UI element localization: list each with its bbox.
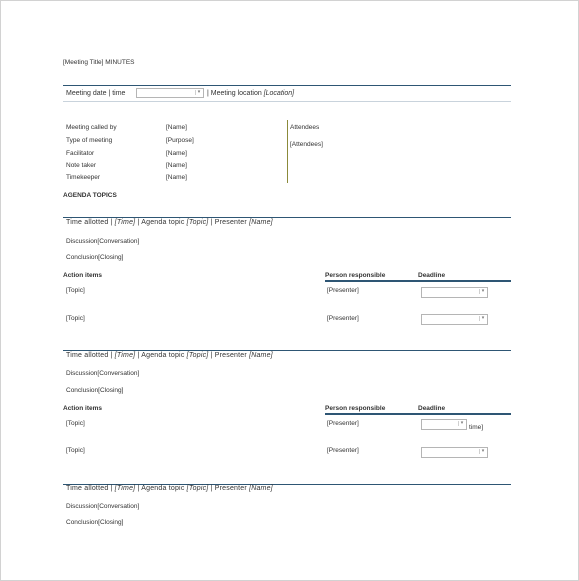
topic-3-discussion: Discussion[Conversation] — [66, 503, 140, 510]
topic-1-person-header: Person responsible — [325, 272, 386, 279]
chevron-down-icon[interactable]: ▾ — [458, 421, 465, 426]
presenter-value: [Name] — [249, 219, 273, 226]
presenter-value: [Name] — [249, 352, 273, 359]
agenda-topic-label: Agenda topic — [141, 352, 185, 359]
chevron-down-icon[interactable]: ▾ — [479, 449, 486, 454]
detail-value-timekeeper: [Name] — [166, 174, 187, 181]
topic-1-rule — [63, 217, 511, 218]
topic-2-action-2-topic: [Topic] — [66, 447, 85, 454]
detail-value-called-by: [Name] — [166, 124, 187, 131]
topic-1-header: Time allotted | [Time] | Agenda topic [Topic] | Presenter [Name] — [66, 219, 273, 226]
topic-2-header: Time allotted | [Time] | Agenda topic [Topic] | Presenter [Name] — [66, 352, 273, 359]
chevron-down-icon[interactable]: ▾ — [195, 90, 202, 95]
agenda-topic-value: [Topic] — [186, 485, 209, 492]
location-label: | Meeting location — [207, 90, 262, 97]
time-allotted-label: Time allotted — [66, 219, 109, 226]
header-rule-light — [63, 101, 511, 102]
presenter-label: Presenter — [214, 219, 247, 226]
agenda-topic-label: Agenda topic — [141, 219, 185, 226]
chevron-down-icon[interactable]: ▾ — [479, 316, 486, 321]
topic-2-action-2-deadline-field[interactable] — [421, 447, 488, 458]
topic-2-conclusion: Conclusion[Closing] — [66, 387, 124, 394]
topic-2-discussion: Discussion[Conversation] — [66, 370, 140, 377]
header-rule — [63, 85, 511, 86]
time-allotted-value: [Time] — [114, 219, 136, 226]
topic-2-action-rule — [325, 413, 511, 415]
agenda-topic-value: [Topic] — [186, 219, 209, 226]
detail-label-note-taker: Note taker — [66, 162, 96, 169]
date-label-text: Meeting date — [66, 90, 107, 97]
document-title: [Meeting Title] MINUTES — [63, 59, 135, 66]
topic-1-action-rule — [325, 280, 511, 282]
topic-1-action-1-presenter: [Presenter] — [327, 287, 359, 294]
agenda-heading: AGENDA TOPICS — [63, 192, 117, 199]
location-value: [Location] — [263, 90, 295, 97]
presenter-label: Presenter — [214, 485, 247, 492]
attendees-value: [Attendees] — [290, 141, 323, 148]
topic-2-action-1-presenter: [Presenter] — [327, 420, 359, 427]
detail-value-type: [Purpose] — [166, 137, 194, 144]
time-allotted-label: Time allotted — [66, 485, 109, 492]
detail-value-facilitator: [Name] — [166, 150, 187, 157]
time-allotted-value: [Time] — [114, 352, 136, 359]
topic-1-action-2-deadline-field[interactable] — [421, 314, 488, 325]
topic-2-action-1-deadline-suffix: time] — [469, 424, 484, 431]
topic-3-header: Time allotted | [Time] | Agenda topic [Topic] | Presenter [Name] — [66, 485, 273, 492]
presenter-value: [Name] — [249, 485, 273, 492]
topic-1-deadline-header: Deadline — [418, 272, 446, 279]
time-label-text: time — [112, 90, 126, 97]
topic-1-discussion: Discussion[Conversation] — [66, 238, 140, 245]
topic-1-action-2-presenter: [Presenter] — [327, 315, 359, 322]
time-allotted-value: [Time] — [114, 485, 136, 492]
topic-1-action-2-topic: [Topic] — [66, 315, 85, 322]
topic-2-action-1-deadline-field[interactable] — [421, 419, 467, 430]
topic-2-rule — [63, 350, 511, 351]
detail-label-facilitator: Facilitator — [66, 150, 95, 157]
agenda-topic-label: Agenda topic — [141, 485, 185, 492]
chevron-down-icon[interactable]: ▾ — [479, 289, 486, 294]
separator: | — [108, 90, 111, 97]
topic-3-conclusion: Conclusion[Closing] — [66, 519, 124, 526]
topic-1-action-items-header: Action items — [63, 272, 103, 279]
detail-label-timekeeper: Timekeeper — [66, 174, 101, 181]
attendees-divider — [287, 120, 288, 183]
time-allotted-label: Time allotted — [66, 352, 109, 359]
topic-2-action-items-header: Action items — [63, 405, 103, 412]
topic-2-action-2-presenter: [Presenter] — [327, 447, 359, 454]
detail-label-type: Type of meeting — [66, 137, 113, 144]
topic-1-action-1-topic: [Topic] — [66, 287, 85, 294]
topic-1-conclusion: Conclusion[Closing] — [66, 254, 124, 261]
meeting-date-field[interactable] — [136, 88, 204, 98]
attendees-label: Attendees — [290, 124, 320, 131]
topic-2-person-header: Person responsible — [325, 405, 386, 412]
topic-2-deadline-header: Deadline — [418, 405, 446, 412]
agenda-topic-value: [Topic] — [186, 352, 209, 359]
presenter-label: Presenter — [214, 352, 247, 359]
meeting-date-label — [66, 90, 125, 97]
detail-value-note-taker: [Name] — [166, 162, 187, 169]
meeting-location — [207, 90, 294, 97]
detail-label-called-by: Meeting called by — [66, 124, 117, 131]
topic-2-action-1-topic: [Topic] — [66, 420, 85, 427]
topic-1-action-1-deadline-field[interactable] — [421, 287, 488, 298]
